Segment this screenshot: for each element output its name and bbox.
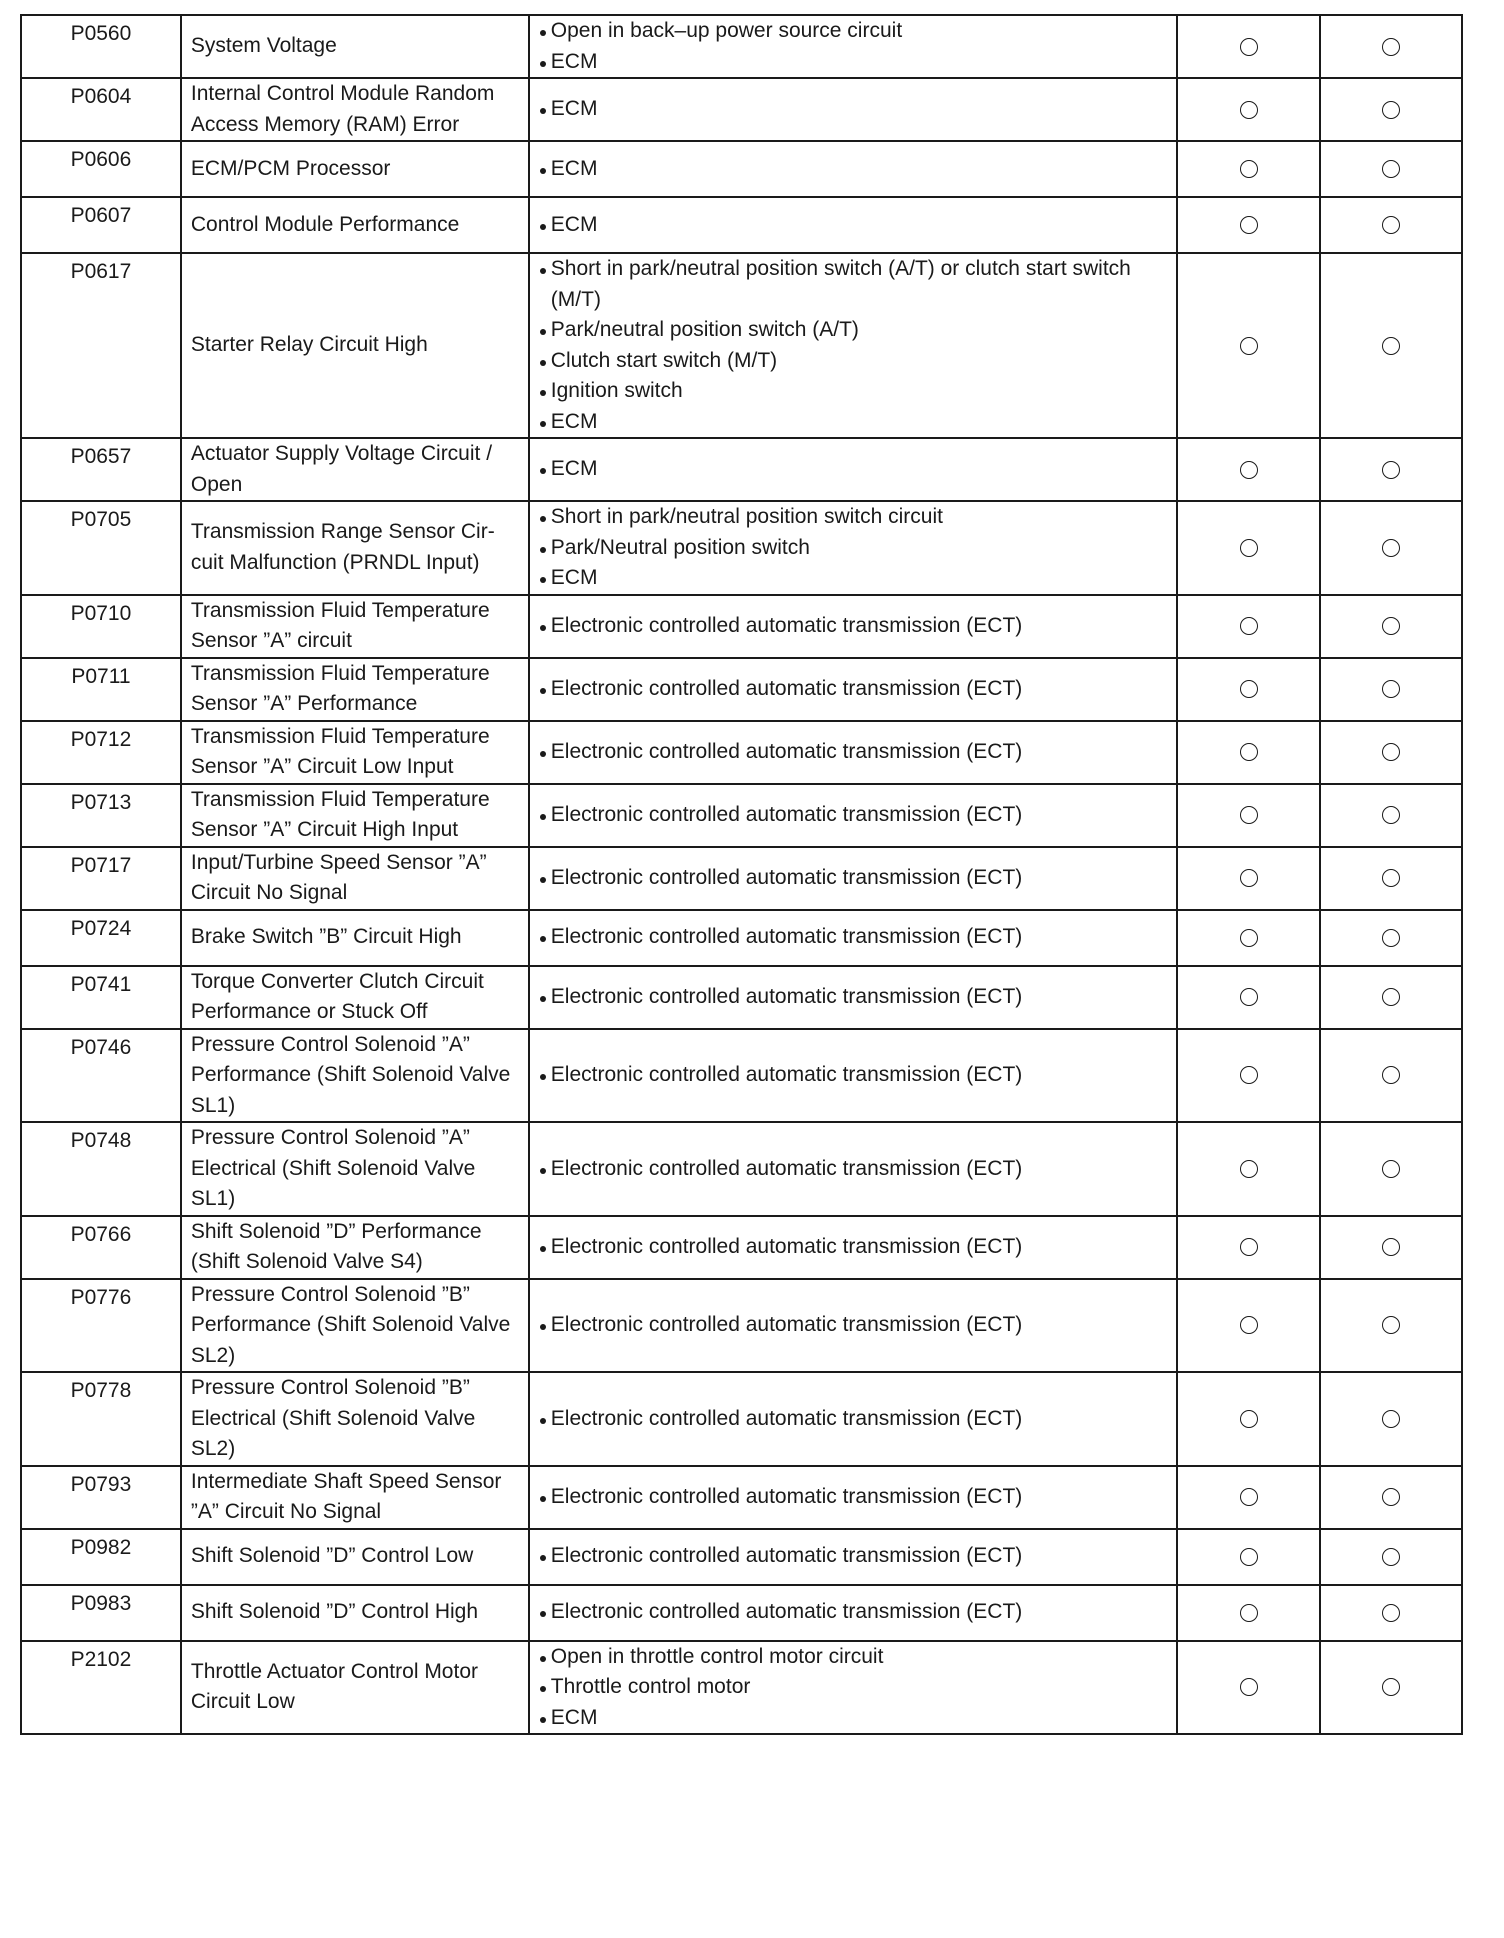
table-row <box>21 966 1462 1029</box>
mil-cell <box>1177 141 1320 197</box>
trouble-area-item: Electronic controlled automatic transmission (ECT) <box>539 737 1169 768</box>
detection-item: Intermediate Shaft Speed Sensor ”A” Circuit No Signal <box>181 1466 529 1529</box>
trouble-area-cell <box>529 15 1178 78</box>
trouble-area-list <box>539 611 1169 642</box>
mil-circle-icon <box>1240 1678 1258 1696</box>
detection-item: Shift Solenoid ”D” Control Low <box>181 1529 529 1585</box>
trouble-area-list <box>539 982 1169 1013</box>
memory-cell <box>1320 721 1462 784</box>
table-row <box>21 197 1462 253</box>
trouble-area-cell <box>529 197 1178 253</box>
trouble-area-list <box>539 1154 1169 1185</box>
trouble-area-item: Clutch start switch (M/T) <box>539 346 1169 377</box>
mil-circle-icon <box>1240 1066 1258 1084</box>
trouble-area-cell <box>529 1216 1178 1279</box>
memory-circle-icon <box>1382 1316 1400 1334</box>
mil-cell <box>1177 966 1320 1029</box>
trouble-area-cell <box>529 501 1178 595</box>
detection-item: ECM/PCM Processor <box>181 141 529 197</box>
detection-item: Transmission Fluid Temperature Sensor ”A” Performance <box>181 658 529 721</box>
mil-circle-icon <box>1240 337 1258 355</box>
mil-circle-icon <box>1240 1238 1258 1256</box>
trouble-area-list <box>539 1597 1169 1628</box>
dtc-code: P0710 <box>21 595 181 658</box>
trouble-area-list <box>539 800 1169 831</box>
trouble-area-cell <box>529 910 1178 966</box>
table-row <box>21 784 1462 847</box>
table-row <box>21 847 1462 910</box>
trouble-area-list <box>539 674 1169 705</box>
memory-circle-icon <box>1382 1488 1400 1506</box>
trouble-area-item: Open in throttle control motor circuit <box>539 1642 1169 1673</box>
dtc-code: P0778 <box>21 1372 181 1466</box>
memory-circle-icon <box>1382 1678 1400 1696</box>
mil-circle-icon <box>1240 461 1258 479</box>
trouble-area-item: Short in park/neutral position switch (A/T) or clutch start switch (M/T) <box>539 254 1169 315</box>
detection-item: System Voltage <box>181 15 529 78</box>
trouble-area-item: Electronic controlled automatic transmission (ECT) <box>539 1541 1169 1572</box>
trouble-area-list <box>539 1310 1169 1341</box>
trouble-area-item: Ignition switch <box>539 376 1169 407</box>
trouble-area-item: Electronic controlled automatic transmission (ECT) <box>539 800 1169 831</box>
memory-circle-icon <box>1382 1066 1400 1084</box>
trouble-area-list <box>539 254 1169 437</box>
mil-circle-icon <box>1240 1160 1258 1178</box>
mil-cell <box>1177 910 1320 966</box>
memory-cell <box>1320 966 1462 1029</box>
memory-cell <box>1320 1122 1462 1216</box>
mil-circle-icon <box>1240 539 1258 557</box>
dtc-code: P0766 <box>21 1216 181 1279</box>
memory-circle-icon <box>1382 461 1400 479</box>
dtc-code: P0724 <box>21 910 181 966</box>
trouble-area-item: Throttle control motor <box>539 1672 1169 1703</box>
mil-cell <box>1177 253 1320 438</box>
dtc-code: P0560 <box>21 15 181 78</box>
trouble-area-item: Short in park/neutral position switch circuit <box>539 502 1169 533</box>
detection-item: Brake Switch ”B” Circuit High <box>181 910 529 966</box>
memory-cell <box>1320 658 1462 721</box>
dtc-code: P0746 <box>21 1029 181 1123</box>
trouble-area-cell <box>529 966 1178 1029</box>
memory-cell <box>1320 253 1462 438</box>
trouble-area-item: ECM <box>539 454 1169 485</box>
memory-cell <box>1320 15 1462 78</box>
trouble-area-list <box>539 1404 1169 1435</box>
trouble-area-item: ECM <box>539 154 1169 185</box>
detection-item: Pressure Control Solenoid ”A” Electrical (Shift Solenoid Valve SL1) <box>181 1122 529 1216</box>
trouble-area-item: Electronic controlled automatic transmission (ECT) <box>539 982 1169 1013</box>
mil-cell <box>1177 784 1320 847</box>
mil-cell <box>1177 658 1320 721</box>
memory-circle-icon <box>1382 680 1400 698</box>
mil-circle-icon <box>1240 743 1258 761</box>
mil-cell <box>1177 1216 1320 1279</box>
detection-item: Pressure Control Solenoid ”B” Performance (Shift Solenoid Valve SL2) <box>181 1279 529 1373</box>
trouble-area-item: Open in back–up power source circuit <box>539 16 1169 47</box>
table-row <box>21 1466 1462 1529</box>
mil-circle-icon <box>1240 38 1258 56</box>
mil-cell <box>1177 197 1320 253</box>
trouble-area-item: Electronic controlled automatic transmission (ECT) <box>539 1154 1169 1185</box>
memory-cell <box>1320 595 1462 658</box>
table-row <box>21 15 1462 78</box>
mil-circle-icon <box>1240 869 1258 887</box>
table-row <box>21 501 1462 595</box>
mil-cell <box>1177 721 1320 784</box>
detection-item: Input/Turbine Speed Sensor ”A” Circuit No Signal <box>181 847 529 910</box>
mil-circle-icon <box>1240 1548 1258 1566</box>
trouble-area-cell <box>529 253 1178 438</box>
memory-circle-icon <box>1382 216 1400 234</box>
mil-circle-icon <box>1240 216 1258 234</box>
trouble-area-item: ECM <box>539 1703 1169 1734</box>
trouble-area-item: ECM <box>539 563 1169 594</box>
mil-cell <box>1177 1585 1320 1641</box>
table-row <box>21 1029 1462 1123</box>
mil-circle-icon <box>1240 929 1258 947</box>
trouble-area-item: Electronic controlled automatic transmission (ECT) <box>539 1310 1169 1341</box>
memory-cell <box>1320 141 1462 197</box>
table-row <box>21 595 1462 658</box>
table-row <box>21 1216 1462 1279</box>
memory-cell <box>1320 1029 1462 1123</box>
detection-item: Transmission Fluid Temperature Sensor ”A” Circuit Low Input <box>181 721 529 784</box>
memory-cell <box>1320 1585 1462 1641</box>
dtc-code: P0712 <box>21 721 181 784</box>
dtc-code: P0607 <box>21 197 181 253</box>
trouble-area-item: Park/neutral position switch (A/T) <box>539 315 1169 346</box>
mil-cell <box>1177 1279 1320 1373</box>
trouble-area-cell <box>529 1279 1178 1373</box>
trouble-area-cell <box>529 1529 1178 1585</box>
table-row <box>21 721 1462 784</box>
trouble-area-item: ECM <box>539 407 1169 438</box>
detection-item: Throttle Actuator Control Motor Circuit Low <box>181 1641 529 1735</box>
trouble-area-list <box>539 210 1169 241</box>
memory-cell <box>1320 1466 1462 1529</box>
memory-circle-icon <box>1382 101 1400 119</box>
trouble-area-list <box>539 922 1169 953</box>
memory-cell <box>1320 501 1462 595</box>
trouble-area-list <box>539 863 1169 894</box>
table-row <box>21 1585 1462 1641</box>
memory-circle-icon <box>1382 743 1400 761</box>
dtc-code: P0741 <box>21 966 181 1029</box>
memory-cell <box>1320 197 1462 253</box>
trouble-area-cell <box>529 658 1178 721</box>
trouble-area-item: Electronic controlled automatic transmission (ECT) <box>539 1232 1169 1263</box>
detection-item: Transmission Fluid Temperature Sensor ”A” Circuit High Input <box>181 784 529 847</box>
memory-cell <box>1320 1529 1462 1585</box>
mil-circle-icon <box>1240 1488 1258 1506</box>
trouble-area-cell <box>529 595 1178 658</box>
detection-item: Pressure Control Solenoid ”B” Electrical (Shift Solenoid Valve SL2) <box>181 1372 529 1466</box>
dtc-code: P0604 <box>21 78 181 141</box>
detection-item: Pressure Control Solenoid ”A” Performance (Shift Solenoid Valve SL1) <box>181 1029 529 1123</box>
memory-circle-icon <box>1382 38 1400 56</box>
trouble-area-cell <box>529 1466 1178 1529</box>
detection-item: Starter Relay Circuit High <box>181 253 529 438</box>
trouble-area-list <box>539 1541 1169 1572</box>
memory-circle-icon <box>1382 160 1400 178</box>
dtc-code: P0711 <box>21 658 181 721</box>
memory-cell <box>1320 847 1462 910</box>
trouble-area-item: Electronic controlled automatic transmission (ECT) <box>539 1060 1169 1091</box>
memory-cell <box>1320 1216 1462 1279</box>
trouble-area-item: ECM <box>539 94 1169 125</box>
mil-cell <box>1177 1641 1320 1735</box>
memory-cell <box>1320 1279 1462 1373</box>
memory-circle-icon <box>1382 869 1400 887</box>
mil-circle-icon <box>1240 1604 1258 1622</box>
trouble-area-cell <box>529 1372 1178 1466</box>
trouble-area-item: ECM <box>539 210 1169 241</box>
trouble-area-list <box>539 1232 1169 1263</box>
trouble-area-item: Electronic controlled automatic transmission (ECT) <box>539 863 1169 894</box>
mil-circle-icon <box>1240 680 1258 698</box>
trouble-area-list <box>539 454 1169 485</box>
detection-item: Control Module Performance <box>181 197 529 253</box>
trouble-area-item: Electronic controlled automatic transmission (ECT) <box>539 1404 1169 1435</box>
trouble-area-cell <box>529 141 1178 197</box>
detection-item: Transmission Fluid Temperature Sensor ”A” circuit <box>181 595 529 658</box>
memory-circle-icon <box>1382 337 1400 355</box>
mil-cell <box>1177 15 1320 78</box>
table-row <box>21 78 1462 141</box>
memory-circle-icon <box>1382 806 1400 824</box>
memory-circle-icon <box>1382 929 1400 947</box>
mil-cell <box>1177 1529 1320 1585</box>
dtc-code: P0982 <box>21 1529 181 1585</box>
trouble-area-list <box>539 94 1169 125</box>
detection-item: Shift Solenoid ”D” Performance (Shift Solenoid Valve S4) <box>181 1216 529 1279</box>
memory-cell <box>1320 78 1462 141</box>
mil-cell <box>1177 78 1320 141</box>
trouble-area-cell <box>529 1122 1178 1216</box>
trouble-area-list <box>539 1060 1169 1091</box>
trouble-area-cell <box>529 784 1178 847</box>
trouble-area-list <box>539 737 1169 768</box>
trouble-area-item: Electronic controlled automatic transmission (ECT) <box>539 674 1169 705</box>
trouble-area-item: Park/Neutral position switch <box>539 533 1169 564</box>
dtc-code: P0657 <box>21 438 181 501</box>
table-row <box>21 1641 1462 1735</box>
dtc-code: P0717 <box>21 847 181 910</box>
memory-circle-icon <box>1382 1410 1400 1428</box>
memory-cell <box>1320 784 1462 847</box>
dtc-code: P0983 <box>21 1585 181 1641</box>
detection-item: Actuator Supply Voltage Circuit / Open <box>181 438 529 501</box>
dtc-table <box>20 14 1463 1735</box>
dtc-code: P0705 <box>21 501 181 595</box>
detection-item: Shift Solenoid ”D” Control High <box>181 1585 529 1641</box>
trouble-area-cell <box>529 1585 1178 1641</box>
trouble-area-item: Electronic controlled automatic transmission (ECT) <box>539 1482 1169 1513</box>
trouble-area-list <box>539 502 1169 594</box>
detection-item: Internal Control Module Random Access Memory (RAM) Error <box>181 78 529 141</box>
trouble-area-cell <box>529 1641 1178 1735</box>
memory-circle-icon <box>1382 617 1400 635</box>
memory-cell <box>1320 438 1462 501</box>
mil-circle-icon <box>1240 988 1258 1006</box>
memory-circle-icon <box>1382 1160 1400 1178</box>
mil-circle-icon <box>1240 1316 1258 1334</box>
trouble-area-item: Electronic controlled automatic transmission (ECT) <box>539 922 1169 953</box>
dtc-code: P0748 <box>21 1122 181 1216</box>
memory-circle-icon <box>1382 1238 1400 1256</box>
mil-circle-icon <box>1240 617 1258 635</box>
trouble-area-list <box>539 154 1169 185</box>
dtc-code: P0713 <box>21 784 181 847</box>
mil-cell <box>1177 1466 1320 1529</box>
memory-cell <box>1320 1372 1462 1466</box>
mil-circle-icon <box>1240 160 1258 178</box>
dtc-code: P0793 <box>21 1466 181 1529</box>
table-row <box>21 438 1462 501</box>
table-row <box>21 1279 1462 1373</box>
trouble-area-item: Electronic controlled automatic transmission (ECT) <box>539 611 1169 642</box>
trouble-area-cell <box>529 721 1178 784</box>
table-row <box>21 1529 1462 1585</box>
trouble-area-list <box>539 1482 1169 1513</box>
dtc-code: P2102 <box>21 1641 181 1735</box>
mil-cell <box>1177 1122 1320 1216</box>
detection-item: Transmission Range Sensor Cir-cuit Malfunction (PRNDL Input) <box>181 501 529 595</box>
mil-cell <box>1177 595 1320 658</box>
table-row <box>21 141 1462 197</box>
dtc-code: P0776 <box>21 1279 181 1373</box>
mil-cell <box>1177 501 1320 595</box>
trouble-area-cell <box>529 438 1178 501</box>
memory-circle-icon <box>1382 1604 1400 1622</box>
trouble-area-list <box>539 16 1169 77</box>
detection-item: Torque Converter Clutch Circuit Performance or Stuck Off <box>181 966 529 1029</box>
trouble-area-item: Electronic controlled automatic transmission (ECT) <box>539 1597 1169 1628</box>
trouble-area-item: ECM <box>539 47 1169 78</box>
mil-cell <box>1177 438 1320 501</box>
trouble-area-cell <box>529 1029 1178 1123</box>
table-row <box>21 910 1462 966</box>
mil-cell <box>1177 847 1320 910</box>
mil-cell <box>1177 1029 1320 1123</box>
table-row <box>21 658 1462 721</box>
mil-circle-icon <box>1240 101 1258 119</box>
dtc-code: P0617 <box>21 253 181 438</box>
trouble-area-cell <box>529 78 1178 141</box>
table-row <box>21 253 1462 438</box>
mil-circle-icon <box>1240 806 1258 824</box>
dtc-code: P0606 <box>21 141 181 197</box>
memory-cell <box>1320 1641 1462 1735</box>
memory-circle-icon <box>1382 1548 1400 1566</box>
mil-circle-icon <box>1240 1410 1258 1428</box>
trouble-area-list <box>539 1642 1169 1734</box>
dtc-table-body <box>21 15 1462 1734</box>
table-row <box>21 1122 1462 1216</box>
memory-cell <box>1320 910 1462 966</box>
table-row <box>21 1372 1462 1466</box>
mil-cell <box>1177 1372 1320 1466</box>
memory-circle-icon <box>1382 539 1400 557</box>
memory-circle-icon <box>1382 988 1400 1006</box>
trouble-area-cell <box>529 847 1178 910</box>
